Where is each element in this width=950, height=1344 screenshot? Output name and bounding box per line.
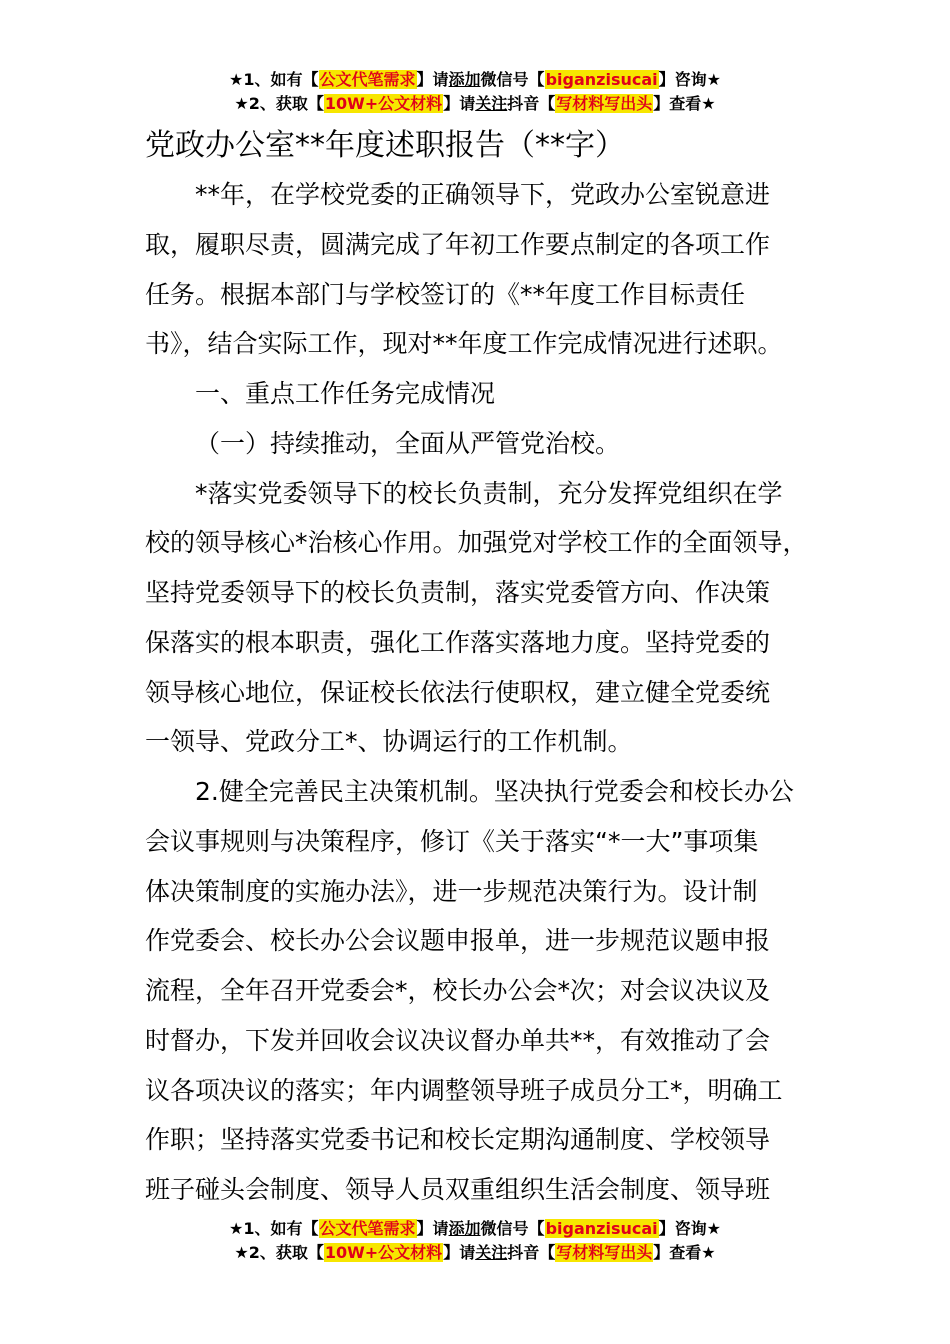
promo-text: 】请 <box>443 1243 476 1262</box>
body-line: 保落实的根本职责，强化工作落实落地力度。坚持党委的 <box>145 627 771 657</box>
star-icon: ★ <box>229 1219 244 1238</box>
promo-text: 微信号【 <box>480 1219 545 1238</box>
promo-line-1 <box>0 68 950 92</box>
body-line: 任务。根据本部门与学校签订的《**年度工作目标责任 <box>145 279 746 309</box>
body-line: 2.健全完善民主决策机制。坚决执行党委会和校长办公 <box>195 777 794 806</box>
promo-highlight: 10W+公文材料 <box>324 1243 443 1262</box>
header-promo-banner <box>0 68 950 116</box>
promo-underlined: 添加 <box>448 70 481 89</box>
promo-highlight: biganzisucai <box>545 1219 658 1238</box>
document-title: 党政办公室**年度述职报告（**字） <box>145 128 625 163</box>
body-line: 作职；坚持落实党委书记和校长定期沟通制度、学校领导 <box>145 1125 771 1155</box>
promo-text: 抖音【 <box>507 1243 556 1262</box>
body-line: 会议事规则与决策程序，修订《关于落实“*一大”事项集 <box>145 826 759 856</box>
promo-highlight: biganzisucai <box>545 70 658 89</box>
body-line: 坚持党委领导下的校长负责制，落实党委管方向、作决策 <box>145 578 771 607</box>
star-icon: ★ <box>229 70 244 89</box>
body-line: 作党委会、校长办公会议题申报单，进一步规范议题申报 <box>145 926 771 956</box>
promo-line-2 <box>0 1241 950 1265</box>
promo-highlight: 公文代笔需求 <box>319 70 416 89</box>
body-line: 一领导、党政分工*、协调运行的工作机制。 <box>145 727 633 757</box>
promo-text: 2、获取【 <box>248 94 324 113</box>
footer-promo-banner <box>0 1217 950 1265</box>
promo-text: 抖音【 <box>507 94 556 113</box>
promo-text: 微信号【 <box>480 70 545 89</box>
promo-underlined: 关注 <box>475 94 508 113</box>
promo-line-2 <box>0 92 950 116</box>
promo-text: 】咨询★ <box>658 70 721 89</box>
document-body <box>145 170 835 1215</box>
promo-text: 】查看★ <box>653 94 716 113</box>
promo-highlight: 写材料写出头 <box>556 94 653 113</box>
body-line: 校的领导核心*治核心作用。加强党对学校工作的全面领导， <box>145 528 808 558</box>
promo-text: 1、如有【 <box>243 1219 319 1238</box>
promo-text: 】请 <box>443 94 476 113</box>
body-line: 体决策制度的实施办法》，进一步规范决策行为。设计制 <box>145 876 758 906</box>
promo-highlight: 公文代笔需求 <box>319 1219 416 1238</box>
section-heading: 一、重点工作任务完成情况 <box>195 379 496 408</box>
promo-text: 2、获取【 <box>248 1243 324 1262</box>
promo-text: 】查看★ <box>653 1243 716 1262</box>
promo-text: 1、如有【 <box>243 70 319 89</box>
body-line: 流程，全年召开党委会*，校长办公会*次；对会议决议及 <box>145 976 771 1005</box>
promo-highlight: 写材料写出头 <box>556 1243 653 1262</box>
body-line: 议各项决议的落实；年内调整领导班子成员分工*，明确工 <box>145 1075 783 1105</box>
body-line: 取，履职尽责，圆满完成了年初工作要点制定的各项工作 <box>145 229 771 259</box>
promo-highlight: 10W+公文材料 <box>324 94 443 113</box>
promo-text: 】请 <box>416 70 449 89</box>
promo-text: 】咨询★ <box>658 1219 721 1238</box>
body-line: 班子碰头会制度、领导人员双重组织生活会制度、领导班 <box>145 1175 771 1204</box>
promo-text: 】请 <box>416 1219 449 1238</box>
body-line: *落实党委领导下的校长负责制，充分发挥党组织在学 <box>195 478 783 508</box>
promo-underlined: 添加 <box>448 1219 481 1238</box>
promo-line-1 <box>0 1217 950 1241</box>
body-line: 书》，结合实际工作，现对**年度工作完成情况进行述职。 <box>145 329 783 359</box>
star-icon: ★ <box>234 1243 249 1262</box>
subsection-heading: （一）持续推动，全面从严管党治校。 <box>195 428 621 458</box>
body-line: 时督办，下发并回收会议决议督办单共**，有效推动了会 <box>145 1025 771 1055</box>
body-line: **年，在学校党委的正确领导下，党政办公室锐意进 <box>195 180 771 209</box>
body-line: 领导核心地位，保证校长依法行使职权，建立健全党委统 <box>145 677 771 707</box>
promo-underlined: 关注 <box>475 1243 508 1262</box>
star-icon: ★ <box>234 94 249 113</box>
